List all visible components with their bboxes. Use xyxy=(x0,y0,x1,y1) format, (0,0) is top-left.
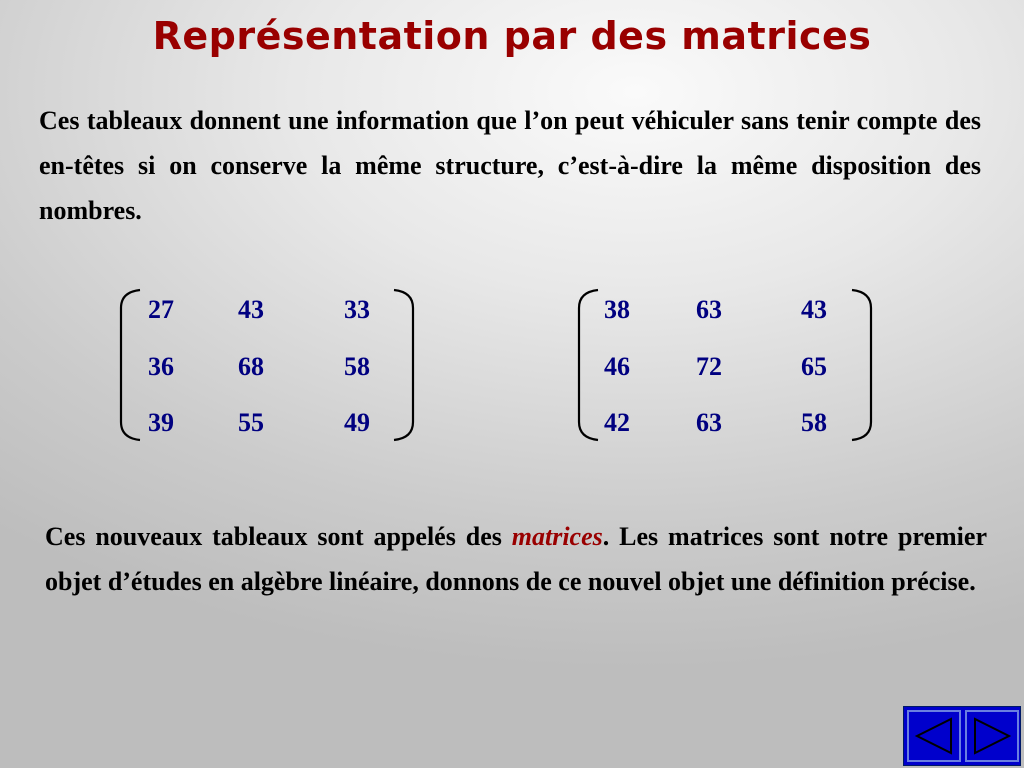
matrix-left xyxy=(118,288,418,442)
matrix-cell: 39 xyxy=(148,408,174,437)
matrix-cell: 63 xyxy=(696,295,722,324)
slide-title: Représentation par des matrices xyxy=(152,14,872,58)
matrix-cell: 43 xyxy=(238,295,264,324)
matrix-cell: 63 xyxy=(696,408,722,437)
matrices-term: matrices xyxy=(511,522,603,551)
matrix-cell: 68 xyxy=(238,352,264,381)
left-bracket xyxy=(118,288,144,442)
previous-slide-button[interactable] xyxy=(907,710,961,762)
slide-navigation xyxy=(903,706,1021,766)
triangle-left-icon xyxy=(913,716,955,756)
matrix-cell: 72 xyxy=(696,352,722,381)
matrix-cell: 58 xyxy=(344,352,370,381)
matrix-cell: 55 xyxy=(238,408,264,437)
matrix-cell: 33 xyxy=(344,295,370,324)
matrix-right xyxy=(576,288,876,442)
matrix-cell: 36 xyxy=(148,352,174,381)
definition-text-start: Ces nouveaux tableaux sont appelés des xyxy=(45,522,512,551)
next-slide-button[interactable] xyxy=(965,710,1019,762)
matrix-cell: 58 xyxy=(801,408,827,437)
matrix-cell: 43 xyxy=(801,295,827,324)
left-bracket xyxy=(576,288,602,442)
matrix-cell: 46 xyxy=(604,352,630,381)
definition-paragraph xyxy=(45,514,987,604)
matrix-cell: 27 xyxy=(148,295,174,324)
matrix-cell: 42 xyxy=(604,408,630,437)
matrix-cell: 65 xyxy=(801,352,827,381)
triangle-right-icon xyxy=(971,716,1013,756)
right-bracket xyxy=(390,288,416,442)
intro-paragraph: Ces tableaux donnent une information que l’on peut véhiculer sans tenir compte des en-têtes si on conserve la même structure, c’est-à-dire la même disposition des nombres. xyxy=(39,106,981,225)
matrix-cell: 38 xyxy=(604,295,630,324)
definition-text-end: . Les matrices sont notre premier objet d’études en algèbre linéaire, donnons de ce nouvel objet une définition précise. xyxy=(45,522,987,596)
matrix-cell: 49 xyxy=(344,408,370,437)
right-bracket xyxy=(848,288,874,442)
